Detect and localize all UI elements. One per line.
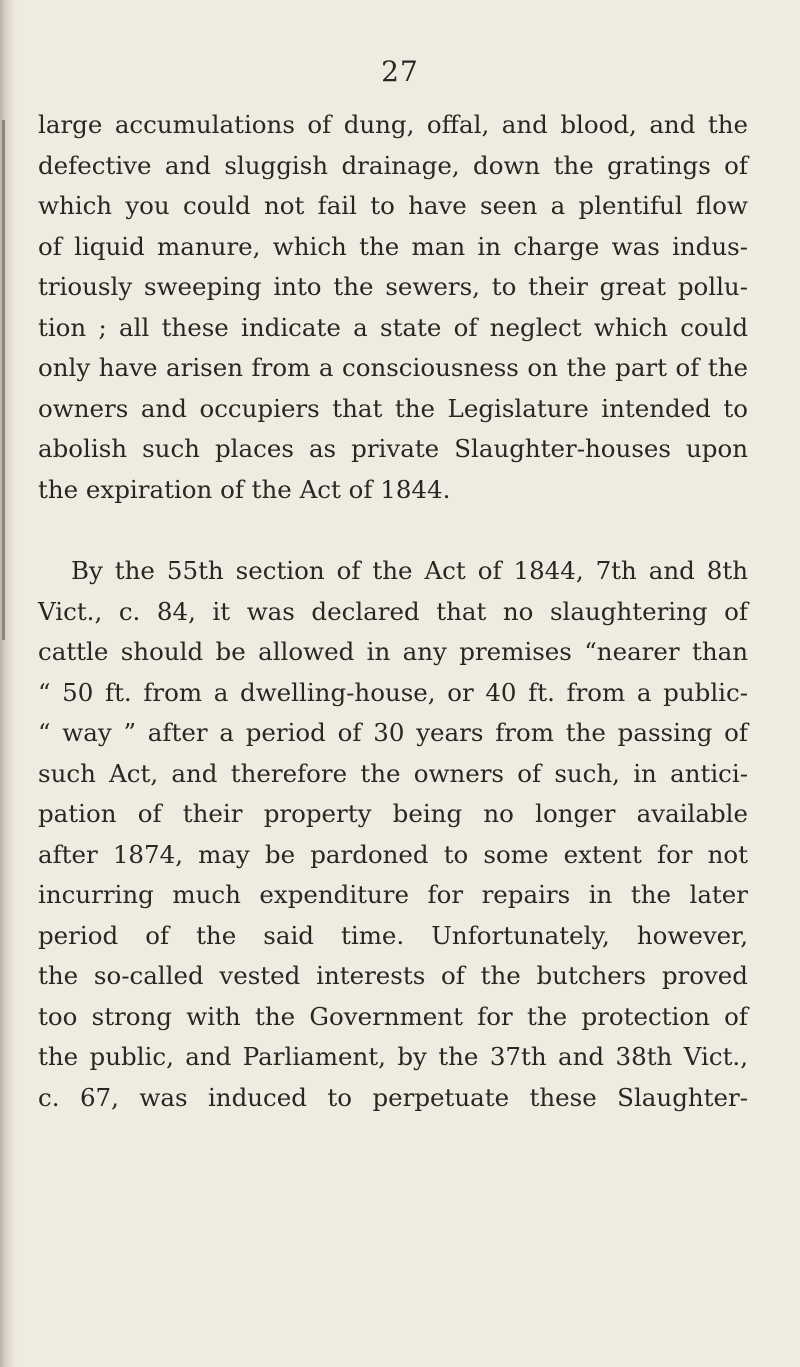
page-number: 27 (381, 55, 419, 88)
text-line: owners and occupiers that the Legislature intended to (38, 393, 748, 423)
text-line: defective and sluggish drainage, down the gratings of (38, 150, 748, 180)
text-line: such Act, and therefore the owners of such, in antici- (38, 758, 748, 788)
text-line: pation of their property being no longer available (38, 799, 748, 828)
paragraph-2 (38, 551, 748, 1118)
text-line: Vict., c. 84, it was declared that no slaughtering of (38, 596, 748, 626)
text-line: By the 55th section of the Act of 1844, 7th and 8th (71, 556, 748, 585)
text-line: “ 50 ft. from a dwelling-house, or 40 ft. from a public- (38, 677, 748, 707)
text-line: only have arisen from a consciousness on the part of the (38, 353, 748, 382)
text-line: triously sweeping into the sewers, to their great pollu- (38, 272, 748, 301)
text-line: the public, and Parliament, by the 37th and 38th Vict., (38, 1042, 748, 1071)
text-line: the so-called vested interests of the butchers proved (38, 961, 748, 990)
text-line: after 1874, may be pardoned to some extent for not (38, 839, 748, 869)
paragraph-gap (38, 510, 748, 551)
text-line: cattle should be allowed in any premises “nearer than (38, 637, 748, 666)
text-line: period of the said time. Unfortunately, however, (38, 920, 748, 950)
text-line: large accumulations of dung, offal, and blood, and the (38, 110, 748, 139)
text-line: which you could not fail to have seen a plentiful flow (38, 191, 748, 220)
text-line: abolish such places as private Slaughter-houses upon (38, 434, 748, 463)
text-line: tion ; all these indicate a state of neglect which could (38, 312, 748, 342)
text-line: incurring much expenditure for repairs in the later (38, 880, 748, 909)
paragraph-1 (38, 105, 748, 510)
text-line: of liquid manure, which the man in charge was indus- (38, 231, 748, 261)
text-line: too strong with the Government for the protection of (38, 1001, 748, 1031)
body-text (38, 105, 748, 1118)
text-line: c. 67, was induced to perpetuate these Slaughter- (38, 1082, 748, 1112)
binding-edge (2, 120, 5, 640)
text-line: “ way ” after a period of 30 years from the passing of (38, 718, 748, 747)
text-line: the expiration of the Act of 1844. (38, 474, 451, 504)
